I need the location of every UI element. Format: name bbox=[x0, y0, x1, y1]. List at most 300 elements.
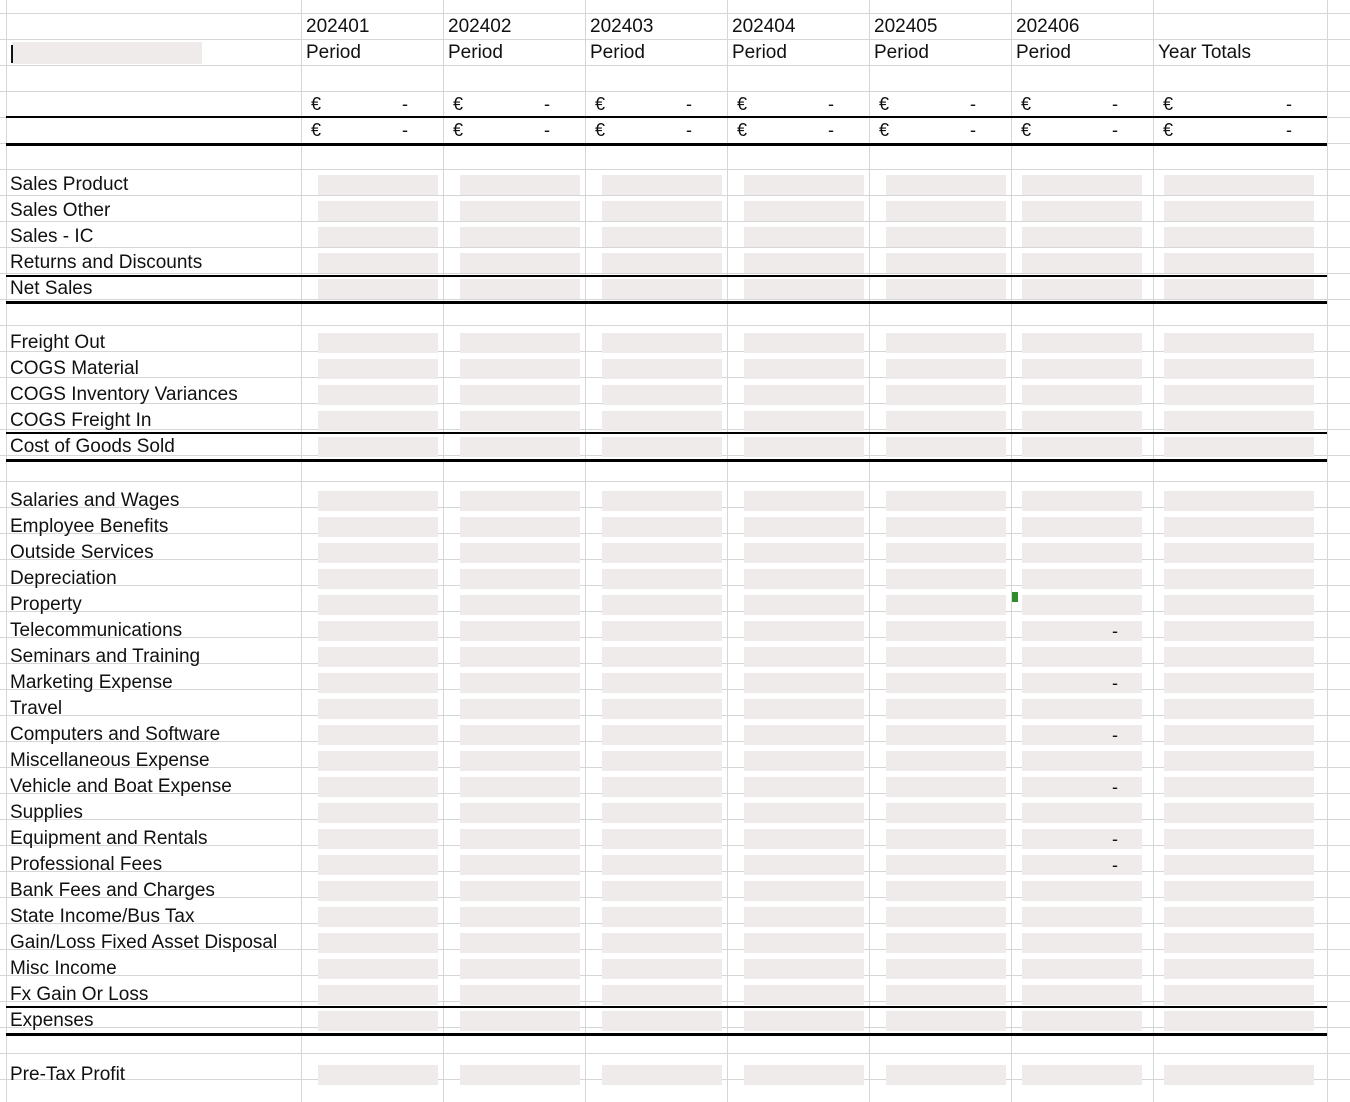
redacted-value-cell[interactable] bbox=[1164, 491, 1314, 511]
redacted-value-cell[interactable] bbox=[460, 201, 580, 221]
redacted-value-cell[interactable] bbox=[1164, 411, 1314, 431]
redacted-value-cell[interactable] bbox=[602, 279, 722, 299]
redacted-value-cell[interactable] bbox=[886, 621, 1006, 641]
redacted-value-cell[interactable] bbox=[886, 175, 1006, 195]
redacted-value-cell[interactable] bbox=[318, 855, 438, 875]
redacted-value-cell[interactable] bbox=[886, 699, 1006, 719]
redacted-value-cell[interactable] bbox=[886, 933, 1006, 953]
period-code-header[interactable]: 202403 bbox=[590, 16, 654, 37]
row-label[interactable]: Telecommunications bbox=[10, 620, 183, 641]
redacted-value-cell[interactable] bbox=[460, 959, 580, 979]
redacted-value-cell[interactable] bbox=[886, 517, 1006, 537]
redacted-value-cell[interactable] bbox=[602, 777, 722, 797]
redacted-value-cell[interactable] bbox=[602, 437, 722, 457]
redacted-value-cell[interactable] bbox=[460, 333, 580, 353]
redacted-value-cell[interactable] bbox=[1164, 569, 1314, 589]
redacted-value-cell[interactable] bbox=[602, 227, 722, 247]
redacted-value-cell[interactable] bbox=[602, 959, 722, 979]
redacted-value-cell[interactable] bbox=[318, 1011, 438, 1031]
redacted-value-cell[interactable] bbox=[744, 1011, 864, 1031]
redacted-value-cell[interactable] bbox=[1022, 253, 1142, 273]
row-label[interactable]: COGS Freight In bbox=[10, 410, 152, 431]
zero-value-dash[interactable]: - bbox=[1112, 829, 1118, 849]
redacted-value-cell[interactable] bbox=[460, 751, 580, 771]
period-code-header[interactable]: 202402 bbox=[448, 16, 512, 37]
redacted-value-cell[interactable] bbox=[744, 437, 864, 457]
redacted-value-cell[interactable] bbox=[602, 855, 722, 875]
row-label[interactable]: Gain/Loss Fixed Asset Disposal bbox=[10, 932, 278, 953]
redacted-value-cell[interactable] bbox=[1164, 385, 1314, 405]
redacted-value-cell[interactable] bbox=[602, 175, 722, 195]
redacted-value-cell[interactable] bbox=[1022, 725, 1142, 745]
redacted-value-cell[interactable] bbox=[318, 985, 438, 1005]
redacted-value-cell[interactable] bbox=[602, 1011, 722, 1031]
redacted-value-cell[interactable] bbox=[1164, 621, 1314, 641]
redacted-value-cell[interactable] bbox=[744, 543, 864, 563]
row-label[interactable]: Outside Services bbox=[10, 542, 154, 563]
redacted-value-cell[interactable] bbox=[318, 437, 438, 457]
redacted-value-cell[interactable] bbox=[460, 437, 580, 457]
redacted-value-cell[interactable] bbox=[1164, 933, 1314, 953]
redacted-value-cell[interactable] bbox=[886, 777, 1006, 797]
currency-value[interactable]: - bbox=[970, 94, 976, 114]
redacted-value-cell[interactable] bbox=[744, 1065, 864, 1085]
redacted-value-cell[interactable] bbox=[318, 621, 438, 641]
redacted-value-cell[interactable] bbox=[1164, 595, 1314, 615]
row-label[interactable]: COGS Material bbox=[10, 358, 139, 379]
redacted-value-cell[interactable] bbox=[886, 855, 1006, 875]
redacted-value-cell[interactable] bbox=[460, 491, 580, 511]
redacted-value-cell[interactable] bbox=[460, 569, 580, 589]
currency-value[interactable]: - bbox=[686, 94, 692, 114]
currency-symbol[interactable]: € bbox=[453, 94, 464, 114]
redacted-value-cell[interactable] bbox=[886, 1011, 1006, 1031]
row-label[interactable]: Travel bbox=[10, 698, 63, 719]
redacted-value-cell[interactable] bbox=[460, 907, 580, 927]
redacted-value-cell[interactable] bbox=[886, 803, 1006, 823]
redacted-value-cell[interactable] bbox=[460, 543, 580, 563]
redacted-value-cell[interactable] bbox=[460, 725, 580, 745]
redacted-value-cell[interactable] bbox=[744, 517, 864, 537]
redacted-value-cell[interactable] bbox=[744, 491, 864, 511]
redacted-value-cell[interactable] bbox=[602, 491, 722, 511]
redacted-value-cell[interactable] bbox=[1022, 517, 1142, 537]
redacted-value-cell[interactable] bbox=[1022, 829, 1142, 849]
zero-value-dash[interactable]: - bbox=[1112, 673, 1118, 693]
redacted-value-cell[interactable] bbox=[460, 803, 580, 823]
row-label[interactable]: Marketing Expense bbox=[10, 672, 173, 693]
redacted-value-cell[interactable] bbox=[1164, 777, 1314, 797]
redacted-value-cell[interactable] bbox=[602, 907, 722, 927]
redacted-value-cell[interactable] bbox=[602, 253, 722, 273]
redacted-value-cell[interactable] bbox=[1164, 227, 1314, 247]
redacted-value-cell[interactable] bbox=[744, 959, 864, 979]
redacted-value-cell[interactable] bbox=[886, 725, 1006, 745]
redacted-value-cell[interactable] bbox=[1022, 647, 1142, 667]
redacted-value-cell[interactable] bbox=[1164, 1011, 1314, 1031]
redacted-value-cell[interactable] bbox=[744, 253, 864, 273]
redacted-value-cell[interactable] bbox=[886, 279, 1006, 299]
redacted-value-cell[interactable] bbox=[1164, 437, 1314, 457]
row-label[interactable]: Sales Other bbox=[10, 200, 111, 221]
redacted-value-cell[interactable] bbox=[744, 279, 864, 299]
redacted-value-cell[interactable] bbox=[744, 175, 864, 195]
year-totals-header[interactable]: Year Totals bbox=[1158, 42, 1251, 63]
redacted-value-cell[interactable] bbox=[602, 359, 722, 379]
redacted-value-cell[interactable] bbox=[744, 881, 864, 901]
redacted-value-cell[interactable] bbox=[318, 777, 438, 797]
redacted-value-cell[interactable] bbox=[1022, 907, 1142, 927]
redacted-value-cell[interactable] bbox=[460, 829, 580, 849]
redacted-value-cell[interactable] bbox=[1022, 855, 1142, 875]
currency-symbol[interactable]: € bbox=[1163, 120, 1174, 140]
currency-symbol[interactable]: € bbox=[311, 120, 322, 140]
redacted-value-cell[interactable] bbox=[318, 673, 438, 693]
period-label-header[interactable]: Period bbox=[1016, 42, 1071, 63]
row-label[interactable]: Employee Benefits bbox=[10, 516, 169, 537]
redacted-value-cell[interactable] bbox=[318, 517, 438, 537]
redacted-value-cell[interactable] bbox=[460, 777, 580, 797]
redacted-value-cell[interactable] bbox=[744, 385, 864, 405]
redacted-value-cell[interactable] bbox=[602, 621, 722, 641]
redacted-value-cell[interactable] bbox=[886, 569, 1006, 589]
redacted-value-cell[interactable] bbox=[318, 279, 438, 299]
redacted-value-cell[interactable] bbox=[1022, 751, 1142, 771]
redacted-value-cell[interactable] bbox=[1022, 333, 1142, 353]
redacted-value-cell[interactable] bbox=[1164, 959, 1314, 979]
currency-symbol[interactable]: € bbox=[879, 120, 890, 140]
redacted-value-cell[interactable] bbox=[744, 673, 864, 693]
redacted-value-cell[interactable] bbox=[318, 1065, 438, 1085]
row-label[interactable]: Sales - IC bbox=[10, 226, 94, 247]
currency-value[interactable]: - bbox=[970, 120, 976, 140]
row-label[interactable]: Supplies bbox=[10, 802, 83, 823]
currency-value[interactable]: - bbox=[1112, 120, 1118, 140]
redacted-value-cell[interactable] bbox=[886, 359, 1006, 379]
row-label[interactable]: Vehicle and Boat Expense bbox=[10, 776, 232, 797]
redacted-value-cell[interactable] bbox=[460, 881, 580, 901]
redacted-value-cell[interactable] bbox=[318, 227, 438, 247]
redacted-value-cell[interactable] bbox=[1164, 673, 1314, 693]
redacted-value-cell[interactable] bbox=[318, 543, 438, 563]
period-code-header[interactable]: 202401 bbox=[306, 16, 370, 37]
row-label[interactable]: Expenses bbox=[10, 1010, 94, 1031]
redacted-value-cell[interactable] bbox=[886, 385, 1006, 405]
redacted-value-cell[interactable] bbox=[602, 201, 722, 221]
currency-value[interactable]: - bbox=[1286, 94, 1292, 114]
currency-value[interactable]: - bbox=[544, 120, 550, 140]
redacted-value-cell[interactable] bbox=[1164, 699, 1314, 719]
redacted-value-cell[interactable] bbox=[744, 907, 864, 927]
redacted-value-cell[interactable] bbox=[318, 751, 438, 771]
redacted-value-cell[interactable] bbox=[886, 647, 1006, 667]
redacted-value-cell[interactable] bbox=[318, 933, 438, 953]
row-label[interactable]: Bank Fees and Charges bbox=[10, 880, 215, 901]
redacted-value-cell[interactable] bbox=[460, 933, 580, 953]
redacted-value-cell[interactable] bbox=[1164, 803, 1314, 823]
row-label[interactable]: Seminars and Training bbox=[10, 646, 201, 667]
currency-value[interactable]: - bbox=[402, 120, 408, 140]
row-label[interactable]: Freight Out bbox=[10, 332, 106, 353]
redacted-value-cell[interactable] bbox=[460, 673, 580, 693]
currency-symbol[interactable]: € bbox=[737, 94, 748, 114]
redacted-value-cell[interactable] bbox=[1164, 647, 1314, 667]
redacted-value-cell[interactable] bbox=[744, 359, 864, 379]
redacted-value-cell[interactable] bbox=[318, 333, 438, 353]
selected-cell[interactable] bbox=[12, 42, 202, 64]
row-label[interactable]: Misc Income bbox=[10, 958, 117, 979]
zero-value-dash[interactable]: - bbox=[1112, 777, 1118, 797]
redacted-value-cell[interactable] bbox=[602, 569, 722, 589]
row-label[interactable]: Property bbox=[10, 594, 82, 615]
currency-value[interactable]: - bbox=[828, 120, 834, 140]
redacted-value-cell[interactable] bbox=[318, 253, 438, 273]
redacted-value-cell[interactable] bbox=[602, 333, 722, 353]
row-label[interactable]: Miscellaneous Expense bbox=[10, 750, 210, 771]
period-label-header[interactable]: Period bbox=[306, 42, 361, 63]
redacted-value-cell[interactable] bbox=[886, 411, 1006, 431]
currency-value[interactable]: - bbox=[544, 94, 550, 114]
redacted-value-cell[interactable] bbox=[744, 569, 864, 589]
redacted-value-cell[interactable] bbox=[602, 543, 722, 563]
zero-value-dash[interactable]: - bbox=[1112, 855, 1118, 875]
redacted-value-cell[interactable] bbox=[886, 829, 1006, 849]
row-label[interactable]: Computers and Software bbox=[10, 724, 221, 745]
currency-symbol[interactable]: € bbox=[1021, 120, 1032, 140]
currency-value[interactable]: - bbox=[686, 120, 692, 140]
redacted-value-cell[interactable] bbox=[1022, 411, 1142, 431]
redacted-value-cell[interactable] bbox=[744, 595, 864, 615]
redacted-value-cell[interactable] bbox=[1164, 543, 1314, 563]
period-label-header[interactable]: Period bbox=[732, 42, 787, 63]
row-label[interactable]: Depreciation bbox=[10, 568, 117, 589]
redacted-value-cell[interactable] bbox=[318, 725, 438, 745]
redacted-value-cell[interactable] bbox=[1022, 279, 1142, 299]
redacted-value-cell[interactable] bbox=[744, 227, 864, 247]
row-label[interactable]: State Income/Bus Tax bbox=[10, 906, 195, 927]
currency-symbol[interactable]: € bbox=[1163, 94, 1174, 114]
row-label[interactable]: Equipment and Rentals bbox=[10, 828, 208, 849]
redacted-value-cell[interactable] bbox=[1164, 985, 1314, 1005]
redacted-value-cell[interactable] bbox=[886, 751, 1006, 771]
redacted-value-cell[interactable] bbox=[886, 1065, 1006, 1085]
redacted-value-cell[interactable] bbox=[318, 491, 438, 511]
redacted-value-cell[interactable] bbox=[318, 595, 438, 615]
redacted-value-cell[interactable] bbox=[1164, 201, 1314, 221]
redacted-value-cell[interactable] bbox=[460, 699, 580, 719]
redacted-value-cell[interactable] bbox=[744, 621, 864, 641]
redacted-value-cell[interactable] bbox=[886, 881, 1006, 901]
redacted-value-cell[interactable] bbox=[460, 175, 580, 195]
redacted-value-cell[interactable] bbox=[1164, 333, 1314, 353]
redacted-value-cell[interactable] bbox=[318, 385, 438, 405]
currency-symbol[interactable]: € bbox=[737, 120, 748, 140]
redacted-value-cell[interactable] bbox=[602, 933, 722, 953]
redacted-value-cell[interactable] bbox=[460, 253, 580, 273]
redacted-value-cell[interactable] bbox=[886, 253, 1006, 273]
redacted-value-cell[interactable] bbox=[886, 333, 1006, 353]
redacted-value-cell[interactable] bbox=[460, 985, 580, 1005]
row-label[interactable]: Salaries and Wages bbox=[10, 490, 180, 511]
period-label-header[interactable]: Period bbox=[590, 42, 645, 63]
currency-symbol[interactable]: € bbox=[879, 94, 890, 114]
redacted-value-cell[interactable] bbox=[1164, 279, 1314, 299]
redacted-value-cell[interactable] bbox=[1022, 621, 1142, 641]
redacted-value-cell[interactable] bbox=[460, 279, 580, 299]
redacted-value-cell[interactable] bbox=[318, 359, 438, 379]
redacted-value-cell[interactable] bbox=[744, 751, 864, 771]
redacted-value-cell[interactable] bbox=[602, 595, 722, 615]
redacted-value-cell[interactable] bbox=[1022, 777, 1142, 797]
redacted-value-cell[interactable] bbox=[602, 699, 722, 719]
redacted-value-cell[interactable] bbox=[318, 201, 438, 221]
redacted-value-cell[interactable] bbox=[1022, 1011, 1142, 1031]
row-label[interactable]: Professional Fees bbox=[10, 854, 163, 875]
currency-symbol[interactable]: € bbox=[595, 120, 606, 140]
redacted-value-cell[interactable] bbox=[1164, 1065, 1314, 1085]
redacted-value-cell[interactable] bbox=[602, 673, 722, 693]
redacted-value-cell[interactable] bbox=[1164, 829, 1314, 849]
redacted-value-cell[interactable] bbox=[602, 985, 722, 1005]
redacted-value-cell[interactable] bbox=[744, 411, 864, 431]
period-label-header[interactable]: Period bbox=[874, 42, 929, 63]
row-label[interactable]: Sales Product bbox=[10, 174, 129, 195]
redacted-value-cell[interactable] bbox=[460, 1065, 580, 1085]
currency-value[interactable]: - bbox=[1112, 94, 1118, 114]
redacted-value-cell[interactable] bbox=[1022, 933, 1142, 953]
redacted-value-cell[interactable] bbox=[1022, 491, 1142, 511]
redacted-value-cell[interactable] bbox=[744, 803, 864, 823]
currency-symbol[interactable]: € bbox=[311, 94, 322, 114]
redacted-value-cell[interactable] bbox=[886, 673, 1006, 693]
redacted-value-cell[interactable] bbox=[602, 1065, 722, 1085]
redacted-value-cell[interactable] bbox=[460, 411, 580, 431]
redacted-value-cell[interactable] bbox=[1022, 437, 1142, 457]
redacted-value-cell[interactable] bbox=[1022, 699, 1142, 719]
currency-value[interactable]: - bbox=[828, 94, 834, 114]
redacted-value-cell[interactable] bbox=[886, 959, 1006, 979]
redacted-value-cell[interactable] bbox=[602, 803, 722, 823]
redacted-value-cell[interactable] bbox=[1022, 1065, 1142, 1085]
redacted-value-cell[interactable] bbox=[602, 725, 722, 745]
redacted-value-cell[interactable] bbox=[318, 411, 438, 431]
redacted-value-cell[interactable] bbox=[602, 411, 722, 431]
redacted-value-cell[interactable] bbox=[1022, 359, 1142, 379]
redacted-value-cell[interactable] bbox=[744, 725, 864, 745]
redacted-value-cell[interactable] bbox=[886, 907, 1006, 927]
redacted-value-cell[interactable] bbox=[1164, 907, 1314, 927]
period-code-header[interactable]: 202405 bbox=[874, 16, 938, 37]
redacted-value-cell[interactable] bbox=[602, 647, 722, 667]
redacted-value-cell[interactable] bbox=[1022, 227, 1142, 247]
redacted-value-cell[interactable] bbox=[1022, 595, 1142, 615]
redacted-value-cell[interactable] bbox=[602, 517, 722, 537]
redacted-value-cell[interactable] bbox=[744, 647, 864, 667]
redacted-value-cell[interactable] bbox=[744, 855, 864, 875]
redacted-value-cell[interactable] bbox=[744, 829, 864, 849]
redacted-value-cell[interactable] bbox=[460, 855, 580, 875]
row-label[interactable]: Fx Gain Or Loss bbox=[10, 984, 149, 1005]
redacted-value-cell[interactable] bbox=[1022, 201, 1142, 221]
redacted-value-cell[interactable] bbox=[460, 517, 580, 537]
redacted-value-cell[interactable] bbox=[602, 881, 722, 901]
redacted-value-cell[interactable] bbox=[460, 385, 580, 405]
redacted-value-cell[interactable] bbox=[1164, 751, 1314, 771]
redacted-value-cell[interactable] bbox=[318, 175, 438, 195]
redacted-value-cell[interactable] bbox=[744, 985, 864, 1005]
redacted-value-cell[interactable] bbox=[460, 595, 580, 615]
redacted-value-cell[interactable] bbox=[886, 543, 1006, 563]
redacted-value-cell[interactable] bbox=[1022, 959, 1142, 979]
redacted-value-cell[interactable] bbox=[744, 777, 864, 797]
redacted-value-cell[interactable] bbox=[744, 201, 864, 221]
redacted-value-cell[interactable] bbox=[886, 595, 1006, 615]
zero-value-dash[interactable]: - bbox=[1112, 621, 1118, 641]
currency-value[interactable]: - bbox=[1286, 120, 1292, 140]
redacted-value-cell[interactable] bbox=[1164, 855, 1314, 875]
period-code-header[interactable]: 202406 bbox=[1016, 16, 1080, 37]
redacted-value-cell[interactable] bbox=[744, 333, 864, 353]
period-code-header[interactable]: 202404 bbox=[732, 16, 796, 37]
redacted-value-cell[interactable] bbox=[1164, 175, 1314, 195]
redacted-value-cell[interactable] bbox=[744, 699, 864, 719]
currency-value[interactable]: - bbox=[402, 94, 408, 114]
redacted-value-cell[interactable] bbox=[460, 1011, 580, 1031]
redacted-value-cell[interactable] bbox=[1022, 569, 1142, 589]
redacted-value-cell[interactable] bbox=[1164, 253, 1314, 273]
redacted-value-cell[interactable] bbox=[1022, 175, 1142, 195]
redacted-value-cell[interactable] bbox=[1164, 359, 1314, 379]
row-label[interactable]: Pre-Tax Profit bbox=[10, 1064, 126, 1085]
redacted-value-cell[interactable] bbox=[886, 437, 1006, 457]
currency-symbol[interactable]: € bbox=[453, 120, 464, 140]
redacted-value-cell[interactable] bbox=[886, 201, 1006, 221]
redacted-value-cell[interactable] bbox=[318, 907, 438, 927]
redacted-value-cell[interactable] bbox=[602, 385, 722, 405]
redacted-value-cell[interactable] bbox=[460, 227, 580, 247]
redacted-value-cell[interactable] bbox=[886, 227, 1006, 247]
redacted-value-cell[interactable] bbox=[318, 881, 438, 901]
redacted-value-cell[interactable] bbox=[1022, 673, 1142, 693]
redacted-value-cell[interactable] bbox=[318, 829, 438, 849]
redacted-value-cell[interactable] bbox=[460, 647, 580, 667]
row-label[interactable]: Net Sales bbox=[10, 278, 93, 299]
redacted-value-cell[interactable] bbox=[318, 699, 438, 719]
redacted-value-cell[interactable] bbox=[318, 803, 438, 823]
redacted-value-cell[interactable] bbox=[1164, 517, 1314, 537]
row-label[interactable]: Returns and Discounts bbox=[10, 252, 203, 273]
redacted-value-cell[interactable] bbox=[460, 621, 580, 641]
redacted-value-cell[interactable] bbox=[886, 491, 1006, 511]
redacted-value-cell[interactable] bbox=[460, 359, 580, 379]
currency-symbol[interactable]: € bbox=[595, 94, 606, 114]
redacted-value-cell[interactable] bbox=[886, 985, 1006, 1005]
zero-value-dash[interactable]: - bbox=[1112, 725, 1118, 745]
redacted-value-cell[interactable] bbox=[1022, 985, 1142, 1005]
row-label[interactable]: Cost of Goods Sold bbox=[10, 436, 175, 457]
redacted-value-cell[interactable] bbox=[1164, 881, 1314, 901]
row-label[interactable]: COGS Inventory Variances bbox=[10, 384, 238, 405]
redacted-value-cell[interactable] bbox=[602, 829, 722, 849]
redacted-value-cell[interactable] bbox=[318, 647, 438, 667]
redacted-value-cell[interactable] bbox=[318, 959, 438, 979]
currency-symbol[interactable]: € bbox=[1021, 94, 1032, 114]
redacted-value-cell[interactable] bbox=[318, 569, 438, 589]
redacted-value-cell[interactable] bbox=[1164, 725, 1314, 745]
redacted-value-cell[interactable] bbox=[1022, 803, 1142, 823]
period-label-header[interactable]: Period bbox=[448, 42, 503, 63]
redacted-value-cell[interactable] bbox=[1022, 543, 1142, 563]
